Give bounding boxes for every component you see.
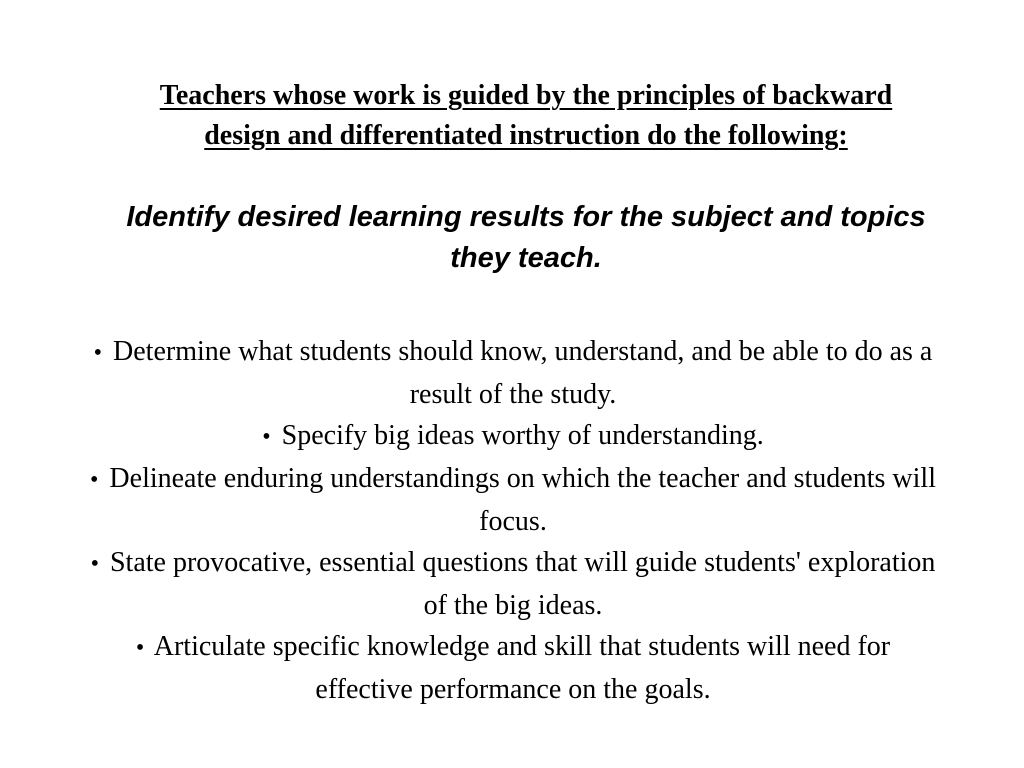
bullet-item <box>90 331 936 415</box>
bullet-item <box>90 415 936 458</box>
slide-heading <box>126 76 926 156</box>
bullet-text: Articulate specific knowledge and skill that students will need for effective performance on the goals. <box>153 631 891 705</box>
bullet-text: Specify big ideas worthy of understanding. <box>281 420 764 451</box>
bullet-icon: • <box>90 551 99 577</box>
slide-heading-text: Teachers whose work is guided by the principles of backward design and differentiated instruction do the following: <box>159 80 893 151</box>
slide-subheading: Identify desired learning results for the subject and topics they teach. <box>126 201 926 274</box>
bullet-text: Delineate enduring understandings on which the teacher and students will focus. <box>109 463 936 537</box>
bullet-icon: • <box>93 340 103 366</box>
bullet-item <box>90 458 936 542</box>
bullet-item <box>90 542 936 626</box>
bullet-icon: • <box>262 424 271 450</box>
bullet-icon: • <box>135 635 145 661</box>
bullet-icon: • <box>90 467 99 493</box>
bullet-list <box>90 331 936 710</box>
bullet-item <box>90 626 936 710</box>
bullet-text: Determine what students should know, understand, and be able to do as a result of the study. <box>113 336 933 410</box>
bullet-text: State provocative, essential questions that will guide students' exploration of the big ideas. <box>109 547 936 621</box>
